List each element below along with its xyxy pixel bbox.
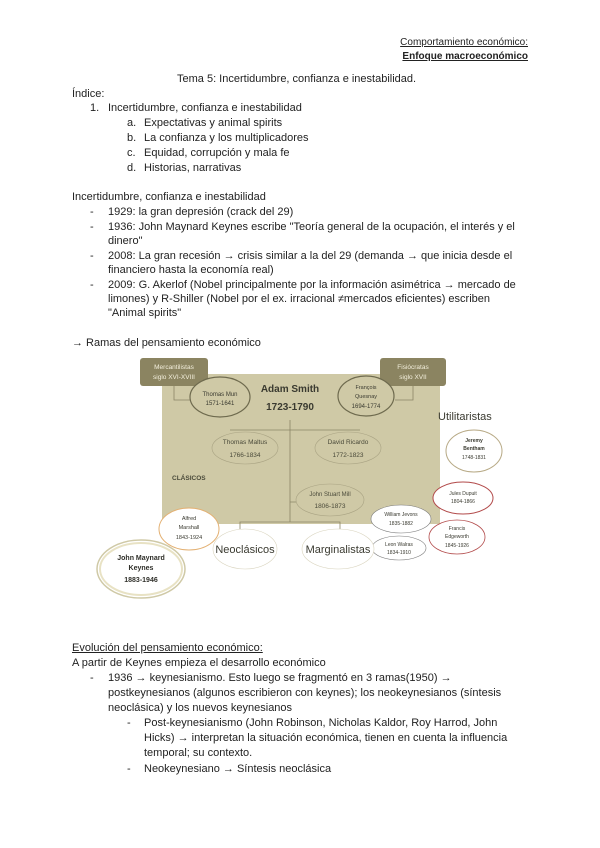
quesnay-first: François [355, 385, 377, 391]
classics-label: CLÁSICOS [172, 475, 206, 482]
mercantilists-period: siglo XVI-XVIII [153, 374, 195, 381]
ricardo-node [315, 432, 381, 464]
evolution-intro: A partir de Keynes empieza el desarrollo económico [72, 657, 326, 669]
index-subitem-letter: b. [127, 132, 137, 144]
bullet-text: financiero hasta la economía real) [108, 264, 274, 276]
mill-years: 1806-1873 [314, 503, 346, 510]
edgeworth-years: 1845-1926 [445, 543, 469, 549]
dupuit-name: Jules Dupuit [449, 491, 477, 497]
thomas-mun-years: 1571-1641 [205, 401, 235, 407]
marshall-years: 1843-1924 [175, 535, 203, 541]
sub-bullet-text: Neokeynesiano → Síntesis neoclásica [144, 763, 332, 775]
sub-bullet-text: Hicks) → interpretan la situación económica, tienen en cuenta la influencia [144, 732, 508, 744]
page-title: Tema 5: Incertidumbre, confianza e inestabilidad. [177, 73, 417, 85]
dupuit-years: 1804-1866 [451, 499, 475, 505]
economic-thought-diagram [90, 352, 530, 602]
walras-years: 1834-1910 [387, 550, 411, 556]
physiocrats-box [380, 358, 446, 386]
bullet-text: neoclásica) y los nuevos keynesianos [108, 702, 293, 714]
evolution-heading: Evolución del pensamiento económico: [72, 642, 263, 654]
neoclassics-label: Neoclásicos [215, 544, 275, 556]
quesnay-years: 1694-1774 [351, 404, 381, 410]
sub-bullet-text: Post-keynesianismo (John Robinson, Nicholas Kaldor, Roy Harrod, John [144, 717, 498, 729]
header-subtitle: Enfoque macroeconómico [402, 51, 528, 62]
edgeworth-first: Francis [448, 526, 466, 532]
index-subitem: Historias, narrativas [144, 162, 242, 174]
bullet-text: limones) y R-Shiller (Nobel por el ex. irracional ≠mercados eficientes) escriben [108, 293, 491, 305]
mill-node [296, 484, 364, 516]
bullet-text: postkeynesianos (algunos escribieron con keynes); los neokeynesianos (síntesis [108, 687, 502, 699]
index-item: Incertidumbre, confianza e inestabilidad [108, 102, 302, 114]
bullet-text: "Animal spirits" [108, 307, 182, 319]
bullet-text: 2009: G. Akerlof (Nobel principalmente por la información asimétrica → mercado de [108, 279, 516, 291]
jevons-years: 1835-1882 [389, 521, 413, 527]
index-subitem-letter: d. [127, 162, 137, 174]
ricardo-name: David Ricardo [327, 439, 369, 446]
bentham-first: Jeremy [465, 438, 483, 444]
bullet-text: dinero" [108, 235, 143, 247]
bentham-years: 1748-1831 [462, 455, 486, 461]
keynes-last: Keynes [128, 565, 154, 572]
keynes-first: John Maynard [117, 555, 165, 562]
walras-name: Leon Walras [385, 542, 413, 548]
adam-smith-years: 1723-1790 [266, 402, 314, 413]
sub-bullet-text: temporal; su contexto. [144, 747, 253, 759]
index-item-number: 1. [90, 102, 100, 114]
edgeworth-last: Edgeworth [445, 534, 469, 540]
ricardo-years: 1772-1823 [332, 452, 364, 459]
jevons-node [371, 505, 431, 533]
bullet-dash: - [90, 206, 94, 218]
bullet-text: 1929: la gran depresión (crack del 29) [108, 206, 294, 218]
malthus-node [212, 432, 278, 464]
keynes-years: 1883-1946 [124, 577, 158, 584]
utilitarians-label: Utilitaristas [438, 411, 492, 423]
dupuit-node [433, 482, 493, 514]
branches-heading: → Ramas del pensamiento económico [72, 337, 261, 349]
jevons-name: William Jevons [384, 512, 418, 518]
quesnay-last: Quesnay [354, 394, 378, 400]
section-heading: Incertidumbre, confianza e inestabilidad [72, 191, 266, 203]
physiocrats-period: siglo XVII [399, 374, 427, 381]
mill-name: John Stuart Mill [309, 492, 351, 498]
sub-bullet-dash: - [127, 763, 131, 775]
marginalists-label: Marginalistas [305, 544, 371, 556]
mercantilists-label: Mercantilistas [154, 364, 194, 371]
index-subitem: La confianza y los multiplicadores [144, 132, 309, 144]
index-heading: Índice: [72, 88, 105, 100]
bullet-dash: - [90, 221, 94, 233]
bullet-dash: - [90, 279, 94, 291]
index-subitem: Expectativas y animal spirits [144, 117, 283, 129]
index-subitem: Equidad, corrupción y mala fe [144, 147, 290, 159]
bullet-text: 1936 → keynesianismo. Esto luego se fragmentó en 3 ramas(1950) → [108, 672, 452, 684]
index-subitem-letter: a. [127, 117, 137, 129]
mercantilists-box [140, 358, 208, 386]
bullet-text: 1936: John Maynard Keynes escribe "Teoría general de la ocupación, el interés y el [108, 221, 515, 233]
bentham-last: Bentham [463, 446, 485, 452]
bullet-text: 2008: La gran recesión → crisis similar a la del 29 (demanda → que inicia desde el [108, 250, 513, 262]
marshall-last: Marshall [178, 525, 200, 531]
walras-node [372, 536, 426, 560]
index-subitem-letter: c. [127, 147, 136, 159]
sub-bullet-dash: - [127, 717, 131, 729]
header-course: Comportamiento económico: [400, 37, 528, 48]
bullet-dash: - [90, 250, 94, 262]
adam-smith-name: Adam Smith [260, 384, 320, 395]
physiocrats-label: Fisiócratas [397, 364, 429, 371]
bullet-dash: - [90, 672, 94, 684]
marshall-first: Alfred [181, 516, 197, 522]
malthus-years: 1766-1834 [229, 452, 261, 459]
malthus-name: Thomas Maltus [222, 439, 268, 446]
thomas-mun-name: Thomas Mun [202, 392, 238, 398]
